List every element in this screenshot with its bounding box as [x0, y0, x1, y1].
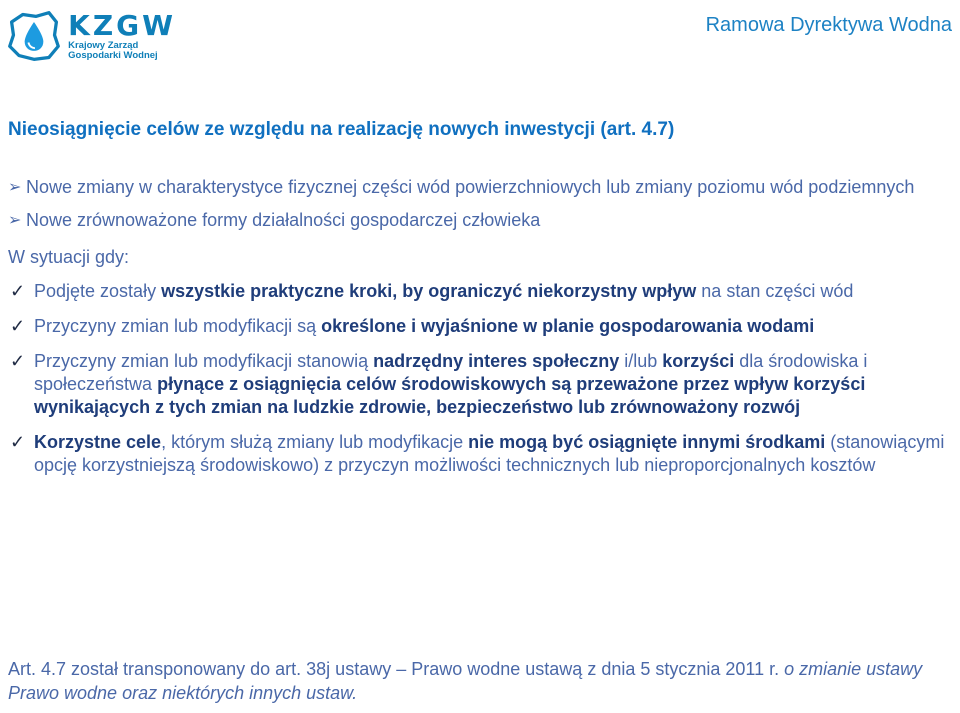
check-text: (stanowiącymi opcję korzystniejszą środowiskowo) z przyczyn możliwości technicznych lub nieproporcjonalnych kosztów [34, 432, 945, 475]
check-text: na stan części wód [696, 281, 854, 301]
check-emphasis: nie mogą być osiągnięte innymi środkami [468, 432, 826, 452]
presentation-title: Ramowa Dyrektywa Wodna [705, 14, 952, 36]
check-text: Przyczyny zmian lub modyfikacji są [34, 316, 322, 336]
check-item [8, 315, 956, 338]
logo-subtitle-line1: Krajowy Zarząd [68, 39, 139, 51]
check-text: , którym służą zmiany lub modyfikacje [161, 432, 469, 452]
check-emphasis: nadrzędny interes społeczny [373, 351, 620, 371]
footer-note [8, 657, 958, 705]
arrow-bullet-icon: ➢ [8, 212, 22, 229]
logo-name: KZGW [68, 8, 176, 42]
check-item [8, 350, 956, 419]
bullet-item [8, 209, 956, 232]
checkmark-icon: ✓ [10, 281, 26, 301]
check-text: dla środowiska i społeczeństwa [34, 351, 868, 394]
check-emphasis: Korzystne cele [34, 432, 162, 452]
checkmark-icon: ✓ [10, 316, 26, 336]
slide-content [8, 118, 956, 489]
check-item [8, 280, 956, 303]
slide-heading: Nieosiągnięcie celów ze względu na realizację nowych inwestycji (art. 4.7) [8, 119, 675, 140]
checkmark-icon: ✓ [10, 432, 26, 452]
bullet-text: Nowe zrównoważone formy działalności gospodarczej człowieka [26, 210, 541, 230]
check-text: i/lub [619, 351, 663, 371]
check-emphasis: określone i wyjaśnione w planie gospodarowania wodami [321, 316, 815, 336]
poland-water-drop-icon [6, 7, 60, 65]
check-text: Podjęte zostały [34, 281, 162, 301]
check-item [8, 431, 956, 477]
footer-italic: o zmianie ustawy Prawo wodne oraz niektórych innych ustaw. [8, 659, 923, 703]
bullet-item [8, 176, 956, 199]
check-emphasis: korzyści [662, 351, 735, 371]
check-emphasis: wszystkie praktyczne kroki, by ograniczyć niekorzystny wpływ [161, 281, 697, 301]
situation-label: W sytuacji gdy: [8, 247, 130, 267]
kzgw-logo [6, 6, 176, 66]
check-emphasis: płynące z osiągnięcia celów środowiskowych są przeważone przez wpływ korzyści wynikających z tych zmian na ludzkie zdrowie, bezpieczeństwo lub zrównoważony rozwój [34, 374, 866, 417]
check-text: Przyczyny zmian lub modyfikacji stanowią [34, 351, 374, 371]
logo-subtitle-line2: Gospodarki Wodnej [68, 50, 158, 61]
footer-text: Art. 4.7 został transponowany do art. 38j ustawy – Prawo wodne ustawą z dnia 5 stycznia 2011 r. [8, 659, 785, 679]
checkmark-icon: ✓ [10, 351, 26, 371]
check-list [8, 280, 956, 477]
bullet-text: Nowe zmiany w charakterystyce fizycznej części wód powierzchniowych lub zmiany poziomu wód podziemnych [26, 177, 915, 197]
bullet-list [8, 176, 956, 232]
arrow-bullet-icon: ➢ [8, 179, 22, 196]
header [0, 0, 960, 80]
